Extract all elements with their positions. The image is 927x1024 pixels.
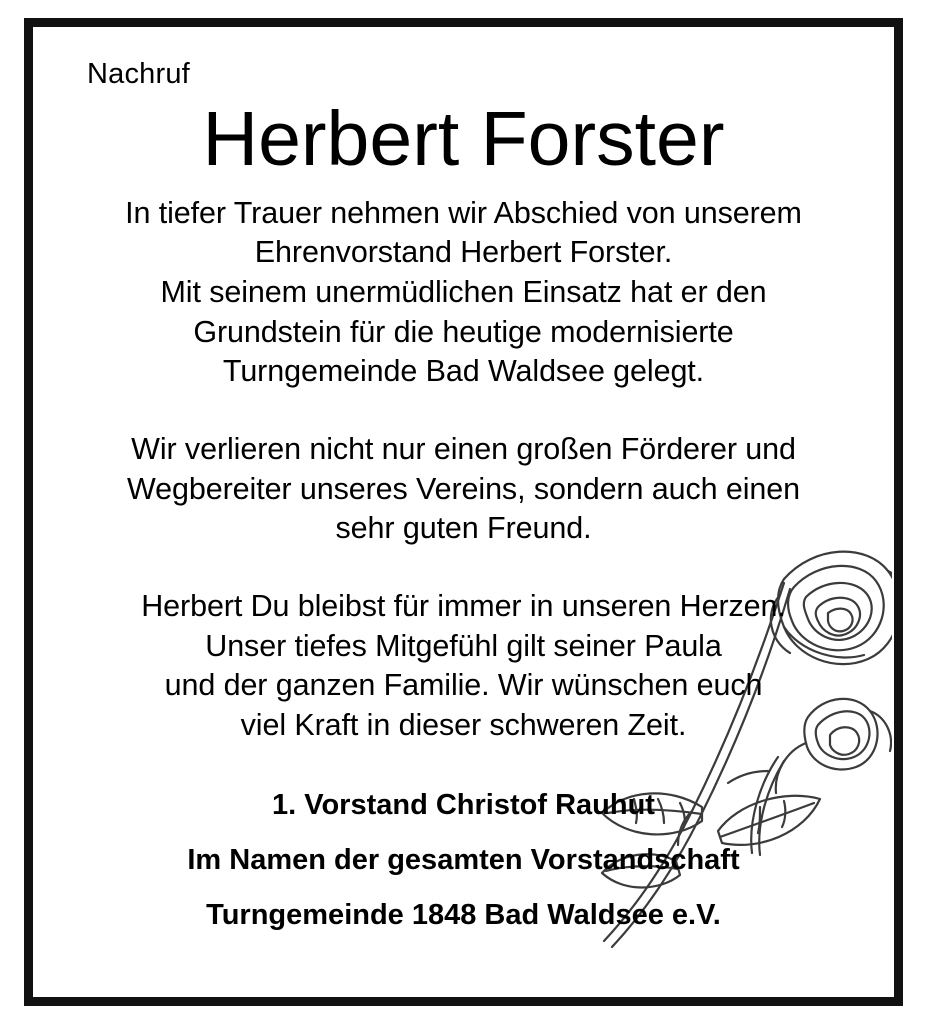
paragraph-line: viel Kraft in dieser schweren Zeit.: [240, 707, 687, 742]
paragraph-line: sehr guten Freund.: [335, 511, 592, 546]
paragraph-line: Wir verlieren nicht nur einen großen Förderer und: [131, 431, 796, 466]
obituary-paragraph-1: [67, 194, 860, 392]
obituary-notice-frame: [24, 18, 903, 1006]
signature-block: [67, 791, 860, 930]
signature-line-organization: Turngemeinde 1848 Bad Waldsee e.V.: [206, 899, 721, 932]
obituary-paragraph-2: [67, 430, 860, 549]
paragraph-line: und der ganzen Familie. Wir wünschen euch: [164, 668, 763, 703]
paragraph-line: In tiefer Trauer nehmen wir Abschied von unserem: [125, 195, 802, 230]
paragraph-line: Turngemeinde Bad Waldsee gelegt.: [222, 354, 705, 389]
signature-line-board: Im Namen der gesamten Vorstandschaft: [187, 844, 740, 877]
paragraph-line: Wegbereiter unseres Vereins, sondern auch einen: [127, 471, 800, 506]
paragraph-line: Mit seinem unermüdlichen Einsatz hat er den: [160, 275, 767, 310]
deceased-name: Herbert Forster: [202, 95, 725, 182]
paragraph-line: Unser tiefes Mitgefühl gilt seiner Paula: [205, 628, 722, 663]
kicker-label: Nachruf: [87, 58, 190, 90]
signature-line-chairman: 1. Vorstand Christof Rauhut: [272, 789, 655, 822]
paragraph-line: Ehrenvorstand Herbert Forster.: [254, 235, 673, 270]
obituary-paragraph-3: [67, 587, 860, 746]
obituary-content: [33, 27, 894, 997]
paragraph-line: Herbert Du bleibst für immer in unseren Herzen.: [141, 588, 786, 623]
paragraph-line: Grundstein für die heutige modernisierte: [193, 314, 734, 349]
